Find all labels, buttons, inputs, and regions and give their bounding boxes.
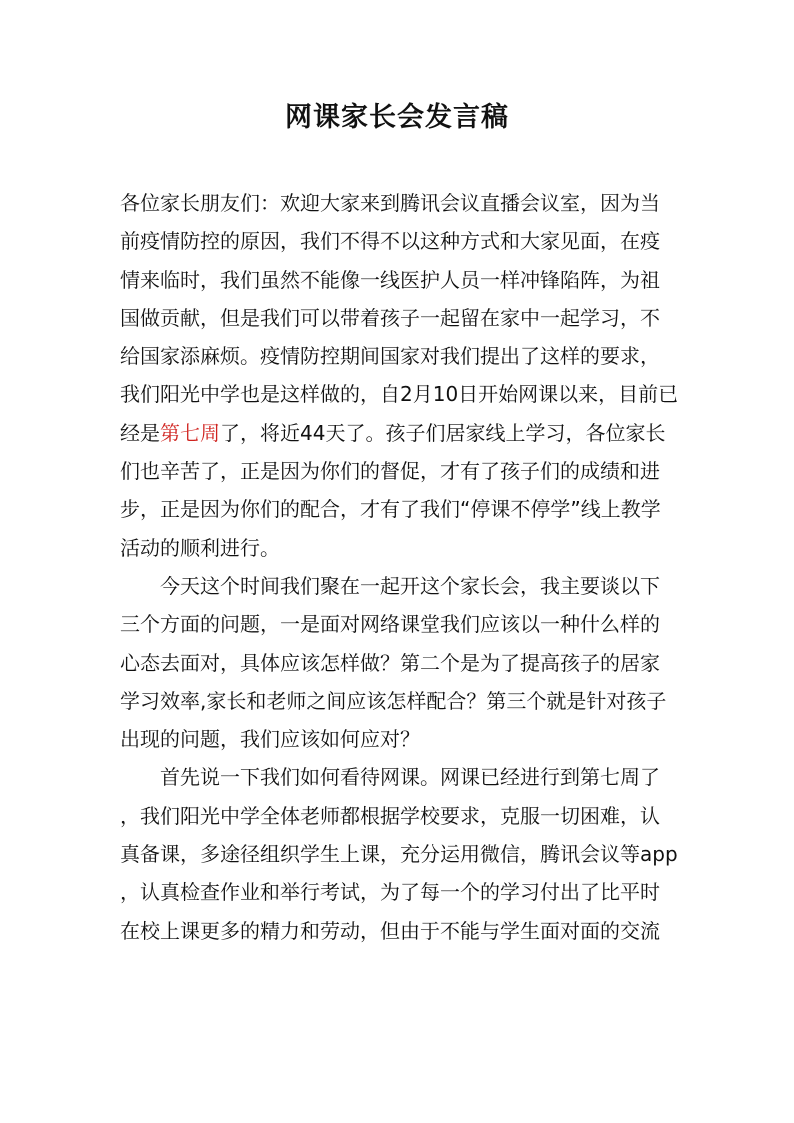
paragraph-line: 三个方面的问题，一是面对网络课堂我们应该以一种什么样的 (120, 612, 660, 637)
paragraph-line: 给国家添麻烦。疫情防控期间国家对我们提出了这样的要求， (120, 344, 660, 369)
paragraph-line-with-highlight (120, 414, 680, 452)
paragraph-line: 情来临时，我们虽然不能像一线医护人员一样冲锋陷阵，为祖 (120, 267, 660, 292)
paragraph-line: 学习效率,家长和老师之间应该怎样配合？第三个就是针对孩子 (120, 688, 667, 713)
paragraph-line: ，认真检查作业和举行考试，为了每一个的学习付出了比平时 (120, 880, 660, 905)
paragraph-line: 真备课，多途径组织学生上课，充分运用微信，腾讯会议等app (120, 842, 678, 867)
paragraph-line: 各位家长朋友们：欢迎大家来到腾讯会议直播会议室，因为当 (120, 191, 660, 215)
document-body (120, 184, 680, 950)
paragraph-line: 前疫情防控的原因，我们不得不以这种方式和大家见面，在疫 (120, 229, 660, 254)
paragraph-first-line: 今天这个时间我们聚在一起开这个家长会，我主要谈以下 (160, 573, 660, 598)
line-text-before: 经是 (120, 420, 160, 445)
paragraph-first-line: 首先说一下我们如何看待网课。网课已经进行到第七周了 (160, 765, 660, 790)
line-text-after: 了，将近44天了。孩子们居家线上学习，各位家长 (220, 420, 666, 445)
document-title: 网课家长会发言稿 (285, 102, 509, 133)
paragraph-line: 我们阳光中学也是这样做的，自2月10日开始网课以来，目前已 (120, 382, 679, 407)
paragraph-line: 步，正是因为你们的配合，才有了我们“停课不停学”线上教学 (120, 497, 661, 522)
paragraph-line: 在校上课更多的精力和劳动，但由于不能与学生面对面的交流 (120, 918, 660, 943)
paragraph-line: 出现的问题，我们应该如何应对？ (120, 727, 420, 752)
paragraph-line: 心态去面对，具体应该怎样做？第二个是为了提高孩子的居家 (120, 650, 660, 675)
paragraph-line: 活动的顺利进行。 (120, 535, 280, 560)
paragraph-line: ，我们阳光中学全体老师都根据学校要求，克服一切困难，认 (120, 803, 660, 828)
paragraph-line: 国做贡献，但是我们可以带着孩子一起留在家中一起学习，不 (120, 305, 660, 330)
paragraph-line: 们也辛苦了，正是因为你们的督促，才有了孩子们的成绩和进 (120, 459, 660, 484)
highlighted-week-text: 第七周 (160, 420, 220, 445)
